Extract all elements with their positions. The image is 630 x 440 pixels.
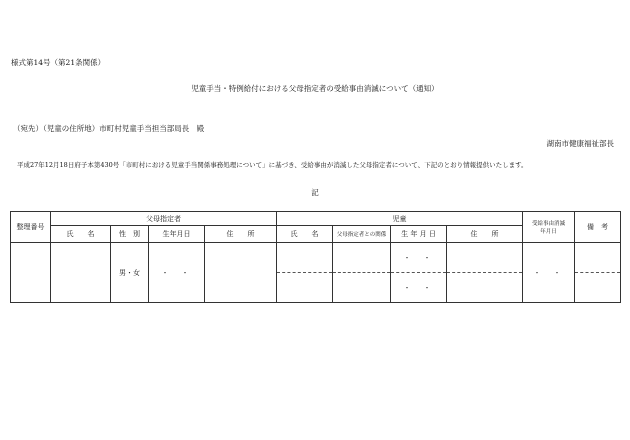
cell-fubo-sex: 男・女 — [111, 243, 149, 303]
cell-fubo-address — [205, 243, 277, 303]
header-shometsu-line1: 受給事由消滅 — [531, 221, 565, 227]
cell-jido-address-1 — [447, 243, 523, 273]
header-jido: 児童 — [277, 212, 523, 226]
cell-jido-relation-2 — [333, 273, 391, 303]
addressee: （宛先）（児童の住所地）市町村児童手当担当部局長 殿 — [13, 124, 205, 133]
cell-fubo-name — [51, 243, 111, 303]
form-number: 様式第14号（第21条関係） — [11, 58, 106, 67]
info-table — [10, 211, 621, 303]
cell-jido-birth-1: ・ ・ — [391, 243, 447, 273]
header-jido-relation: 父母指定者との関係 — [333, 226, 391, 243]
cell-shometsu-date: ・ ・ — [523, 243, 575, 303]
cell-seiri — [11, 243, 51, 303]
ki-heading: 記 — [311, 188, 319, 197]
header-biko: 備 考 — [575, 212, 621, 243]
cell-jido-name-2 — [277, 273, 333, 303]
header-jido-address: 住 所 — [447, 226, 523, 243]
header-seiri-bango: 整理番号 — [11, 212, 51, 243]
body-text: 平成27年12月18日府子本第430号「市町村における児童手当関係事務処理について」に基づき、受給事由が消滅した父母指定者について、下記のとおり情報提供いたします。 — [17, 161, 528, 169]
header-jido-birth: 生 年 月 日 — [391, 226, 447, 243]
header-fubo-birth: 生年月日 — [149, 226, 205, 243]
cell-jido-relation-1 — [333, 243, 391, 273]
cell-jido-name-1 — [277, 243, 333, 273]
cell-fubo-birth: ・ ・ — [149, 243, 205, 303]
cell-biko-2 — [575, 273, 621, 303]
header-shometsu-line2: 年月日 — [540, 229, 557, 235]
cell-jido-address-2 — [447, 273, 523, 303]
sender: 湖南市健康福祉部長 — [546, 139, 614, 148]
header-jido-name: 氏 名 — [277, 226, 333, 243]
header-fubo-name: 氏 名 — [51, 226, 111, 243]
document-title: 児童手当・特例給付における父母指定者の受給事由消滅について（通知） — [191, 84, 439, 93]
header-fubo-sex: 性 別 — [111, 226, 149, 243]
header-shometsu-date — [523, 212, 575, 243]
header-fubo-shiteisha: 父母指定者 — [51, 212, 277, 226]
cell-biko-1 — [575, 243, 621, 273]
cell-jido-birth-2: ・ ・ — [391, 273, 447, 303]
header-fubo-address: 住 所 — [205, 226, 277, 243]
